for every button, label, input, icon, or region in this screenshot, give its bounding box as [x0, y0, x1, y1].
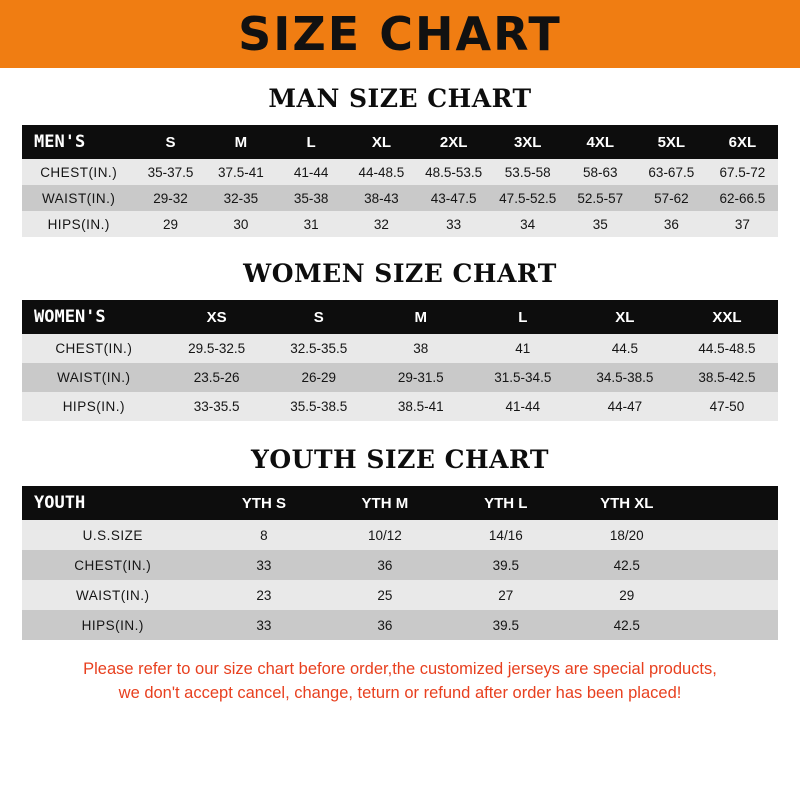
table-cell: 29.5-32.5 [188, 341, 246, 356]
table-cell: 43-47.5 [430, 190, 477, 206]
page-title: SIZE CHART [238, 7, 562, 61]
youth-size-table [22, 486, 778, 640]
column-header: YTH XL [600, 494, 654, 512]
table-cell: 14/16 [488, 527, 523, 543]
table-cell: 37 [734, 216, 750, 232]
table-row [22, 159, 778, 185]
table-cell: 31.5-34.5 [494, 370, 552, 385]
column-header: 3XL [513, 133, 542, 151]
table-row [22, 392, 778, 421]
order-policy-note [22, 658, 778, 706]
column-header: M [234, 133, 248, 151]
table-cell: 58-63 [583, 164, 618, 180]
table-cell-spacer [687, 520, 778, 550]
table-cell: 37.5-41 [217, 164, 264, 180]
table-row [22, 185, 778, 211]
column-header: M [414, 308, 427, 326]
table-cell: 41-44 [293, 164, 329, 180]
table-header-row [22, 300, 778, 334]
table-cell: 23 [256, 587, 272, 603]
table-row [22, 334, 778, 363]
table-cell: 44.5-48.5 [698, 341, 756, 356]
table-cell: 52.5-57 [577, 190, 624, 206]
table-cell: 42.5 [613, 617, 640, 633]
column-header: S [165, 133, 176, 151]
table-row [22, 610, 778, 640]
table-cell: 38-43 [364, 190, 399, 206]
row-label: CHEST(IN.) [40, 164, 118, 180]
table-cell: 33 [446, 216, 462, 232]
man-section-title: MAN SIZE CHART [268, 84, 532, 113]
table-cell: 39.5 [492, 617, 519, 633]
table-cell: 38.5-42.5 [698, 370, 756, 385]
column-header: L [518, 308, 528, 326]
table-cell: 35 [592, 216, 608, 232]
table-cell: 36 [377, 557, 393, 573]
column-header: L [306, 133, 316, 151]
man-size-table [22, 125, 778, 237]
row-label: WAIST(IN.) [41, 190, 116, 206]
column-header: WOMEN'S [34, 307, 106, 327]
table-cell: 42.5 [613, 557, 640, 573]
column-header: YOUTH [34, 493, 86, 513]
table-cell: 31 [303, 216, 319, 232]
column-header: YTH S [241, 494, 286, 512]
table-cell: 33 [256, 557, 272, 573]
table-cell: 32 [373, 216, 389, 232]
note-line-2: we don't accept cancel, change, teturn or refund after order has been placed! [118, 683, 682, 702]
table-cell-spacer [687, 610, 778, 640]
table-cell: 29 [619, 587, 635, 603]
table-cell: 41-44 [505, 399, 541, 414]
row-label: HIPS(IN.) [47, 216, 110, 232]
table-cell: 33 [256, 617, 272, 633]
page-banner [0, 0, 800, 68]
column-header: YTH L [484, 494, 528, 512]
table-cell: 57-62 [654, 190, 689, 206]
table-cell: 48.5-53.5 [425, 164, 483, 180]
column-header: XXL [712, 308, 742, 326]
table-cell: 53.5-58 [504, 164, 551, 180]
chart-content [0, 84, 800, 706]
table-cell: 10/12 [367, 527, 402, 543]
table-row [22, 550, 778, 580]
table-cell: 35-38 [293, 190, 329, 206]
table-cell: 25 [377, 587, 393, 603]
table-cell: 34 [520, 216, 536, 232]
column-header: YTH M [361, 494, 409, 512]
column-header: XL [615, 308, 635, 326]
table-cell: 44.5 [611, 341, 638, 356]
column-header: 4XL [586, 133, 615, 151]
table-cell: 44-47 [607, 399, 643, 414]
table-row [22, 211, 778, 237]
table-cell: 35.5-38.5 [290, 399, 348, 414]
table-row [22, 363, 778, 392]
table-cell: 34.5-38.5 [596, 370, 654, 385]
table-row [22, 520, 778, 550]
table-cell: 30 [233, 216, 249, 232]
row-label: U.S.SIZE [82, 527, 143, 543]
table-cell: 32-35 [223, 190, 259, 206]
table-cell: 23.5-26 [193, 370, 240, 385]
table-cell: 29-31.5 [397, 370, 444, 385]
table-cell: 29 [163, 216, 179, 232]
column-header: S [313, 308, 324, 326]
table-cell: 8 [260, 527, 268, 543]
table-cell: 62-66.5 [719, 190, 766, 206]
table-cell: 29-32 [153, 190, 188, 206]
table-cell: 63-67.5 [648, 164, 695, 180]
row-label: HIPS(IN.) [62, 399, 125, 414]
table-cell: 41 [515, 341, 531, 356]
column-header: XL [371, 133, 392, 151]
table-cell: 32.5-35.5 [290, 341, 348, 356]
column-header: 5XL [657, 133, 686, 151]
row-label: WAIST(IN.) [57, 370, 131, 385]
column-header-spacer [687, 486, 778, 520]
table-cell-spacer [687, 550, 778, 580]
table-cell: 26-29 [301, 370, 336, 385]
table-cell: 27 [498, 587, 514, 603]
table-cell: 18/20 [609, 527, 644, 543]
table-cell: 35-37.5 [147, 164, 194, 180]
women-size-table [22, 300, 778, 421]
women-section-title: WOMEN SIZE CHART [243, 259, 557, 288]
row-label: HIPS(IN.) [81, 617, 144, 633]
table-header-row [22, 125, 778, 159]
table-cell: 47-50 [709, 399, 745, 414]
table-cell: 44-48.5 [358, 164, 405, 180]
table-cell: 39.5 [492, 557, 519, 573]
table-cell: 33-35.5 [193, 399, 240, 414]
table-cell: 38.5-41 [397, 399, 444, 414]
table-row [22, 580, 778, 610]
table-cell: 36 [663, 216, 679, 232]
table-header-row [22, 486, 778, 520]
column-header: 6XL [728, 133, 757, 151]
table-cell: 47.5-52.5 [499, 190, 557, 206]
youth-section-title: YOUTH SIZE CHART [251, 445, 549, 474]
table-cell-spacer [687, 580, 778, 610]
table-cell: 36 [377, 617, 393, 633]
row-label: WAIST(IN.) [75, 587, 150, 603]
table-cell: 67.5-72 [719, 164, 766, 180]
row-label: CHEST(IN.) [74, 557, 152, 573]
column-header: MEN'S [34, 132, 86, 152]
column-header: 2XL [439, 133, 468, 151]
note-line-1: Please refer to our size chart before order,the customized jerseys are special products, [83, 660, 717, 678]
row-label: CHEST(IN.) [55, 341, 133, 356]
table-cell: 38 [413, 341, 429, 356]
column-header: XS [206, 308, 227, 326]
